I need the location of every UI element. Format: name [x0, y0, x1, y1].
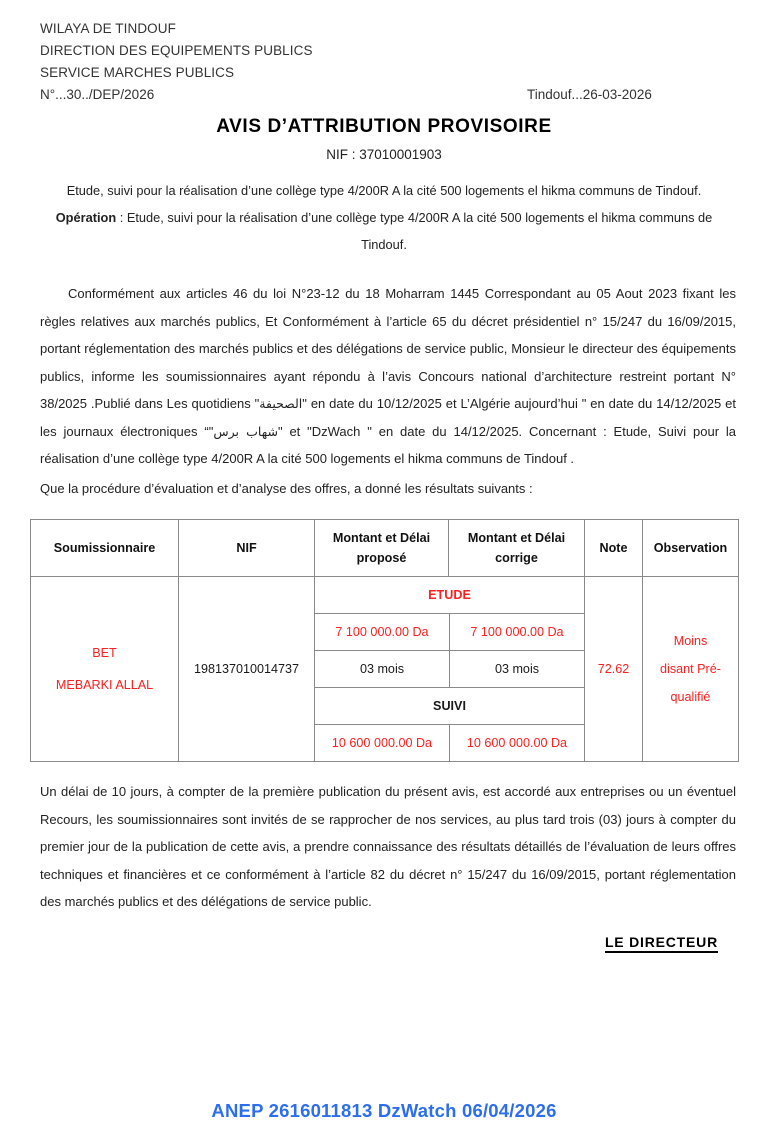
subrow-etude-label [315, 577, 584, 614]
observation-line2: disant Pré- [660, 662, 721, 676]
etude-proposed-delay: 03 mois [315, 651, 450, 688]
reference-row [40, 84, 768, 106]
cell-bidder [31, 577, 179, 762]
body-paragraph-2: Que la procédure d’évaluation et d’analyse des offres, a donné les résultats suivants : [40, 480, 533, 496]
table-header-row [31, 520, 739, 577]
header-observation: Observation [643, 520, 739, 577]
header-bidder: Soumissionnaire [31, 520, 179, 577]
signature-label: LE DIRECTEUR [605, 934, 718, 953]
section-label-suivi: SUIVI [315, 688, 584, 725]
body-paragraph-1 [40, 280, 736, 473]
place-date: Tindouf...26-03-2026 [527, 87, 652, 102]
closing-paragraph: Un délai de 10 jours, à compter de la première publication du présent avis, est accordé aux entreprises ou un éventuel Recours, les soumissionnaires sont invités de se rapprocher de nos services, au plus tard trois (03) jours à compter du premier jour de la publication de cette avis, a prendre connaissance des résultats détaillés de l’évaluation de leurs offres techniques et financières et ce conformément à l’article 82 du décret n° 15/247 du 16/09/2015, portant réglementation des marchés publics et des délégations de service public. [40, 784, 736, 909]
etude-proposed-amount: 7 100 000.00 Da [315, 614, 450, 651]
operation-line [42, 204, 726, 258]
operation-text: Etude, suivi pour la réalisation d’une collège type 4/200R A la cité 500 logements el hikma communs de Tindouf. [126, 210, 713, 252]
etude-corrected-amount: 7 100 000.00 Da [450, 614, 585, 651]
signature-block [0, 916, 768, 950]
body-part-1: Conformément aux articles 46 du loi N°23-12 du 18 Moharram 1445 Correspondant au 05 Aout 2023 fixant les règles relatives aux marchés publics, Et Conformément à l’article 65 du décret présidentiel n° 15/247 du 16/09/2015, portant réglementation des marchés publics et des délégations de service public, Monsieur le directeur des équipements publics, informe les soumissionnaires ayant répondu à l’avis Concours national d’architecture restreint portant N° 38/2025 .Publié dans Les quotidiens " [40, 286, 736, 411]
header-proposed [315, 520, 449, 577]
bidder-nif: 198137010014737 [193, 662, 300, 676]
service-line: SERVICE MARCHES PUBLICS [40, 65, 235, 80]
direction-line: DIRECTION DES EQUIPEMENTS PUBLICS [40, 43, 313, 58]
operation-separator: : [116, 210, 127, 225]
section-label-etude: ETUDE [315, 577, 584, 614]
suivi-proposed-amount: 10 600 000.00 Da [315, 725, 450, 762]
suivi-corrected-amount: 10 600 000.00 Da [450, 725, 585, 762]
note-value: 72.62 [597, 662, 630, 676]
cell-note [585, 577, 643, 762]
reference-number: N°...30../DEP/2026 [40, 87, 155, 102]
bidder-line1: BET [92, 646, 117, 660]
newspaper-name-arabic-1: الصحيفة [259, 396, 303, 411]
header-nif: NIF : 37010001903 [326, 147, 442, 162]
observation-line3: qualifié [670, 690, 711, 704]
header-note: Note [585, 520, 643, 577]
header-nif: NIF [179, 520, 315, 577]
letterhead [0, 0, 768, 106]
results-table-wrapper [30, 519, 738, 762]
subrow-etude-delays [315, 651, 584, 688]
cell-observation [643, 577, 739, 762]
header-proposed-line2: proposé [356, 551, 407, 565]
etude-corrected-delay: 03 mois [450, 651, 585, 688]
newspaper-name-arabic-2: شهاب برس [213, 423, 278, 439]
amounts-subtable [315, 577, 584, 761]
page-title: AVIS D’ATTRIBUTION PROVISOIRE [216, 116, 552, 137]
header-corrected [449, 520, 585, 577]
header-corrected-line2: corrige [495, 551, 538, 565]
body-part-3: " et "DzWach " en date du 14/12/2025. Concernant : Etude, Suivi pour la réalisation d’une collège type 4/200R A la cité 500 logements el hikma communs de Tindouf . [40, 423, 736, 466]
object-line: Etude, suivi pour la réalisation d’une collège type 4/200R A la cité 500 logements el hikma communs de Tindouf. [66, 183, 702, 198]
wilaya-line: WILAYA DE TINDOUF [40, 21, 176, 36]
subrow-suivi-amounts [315, 725, 584, 762]
header-corrected-line1: Montant et Délai [467, 531, 566, 545]
body-part-2: " en date du 10/12/2025 et L’Algérie aujourd’hui " en date du 14/12/2025 et les journaux électroniques “" [40, 396, 736, 439]
cell-amounts-group [315, 577, 585, 762]
anep-footer: ANEP 2616011813 DzWatch 06/04/2026 [211, 1100, 557, 1121]
subrow-etude-amounts [315, 614, 584, 651]
body-block [0, 280, 768, 502]
bidder-line2: MEBARKI ALLAL [55, 678, 154, 692]
object-block [0, 177, 768, 258]
observation-line1: Moins [673, 634, 708, 648]
results-table [30, 519, 739, 762]
table-row [31, 577, 739, 762]
closing-block [0, 778, 768, 916]
cell-nif [179, 577, 315, 762]
operation-label: Opération [55, 210, 117, 225]
header-proposed-line1: Montant et Délai [332, 531, 431, 545]
subrow-suivi-label [315, 688, 584, 725]
